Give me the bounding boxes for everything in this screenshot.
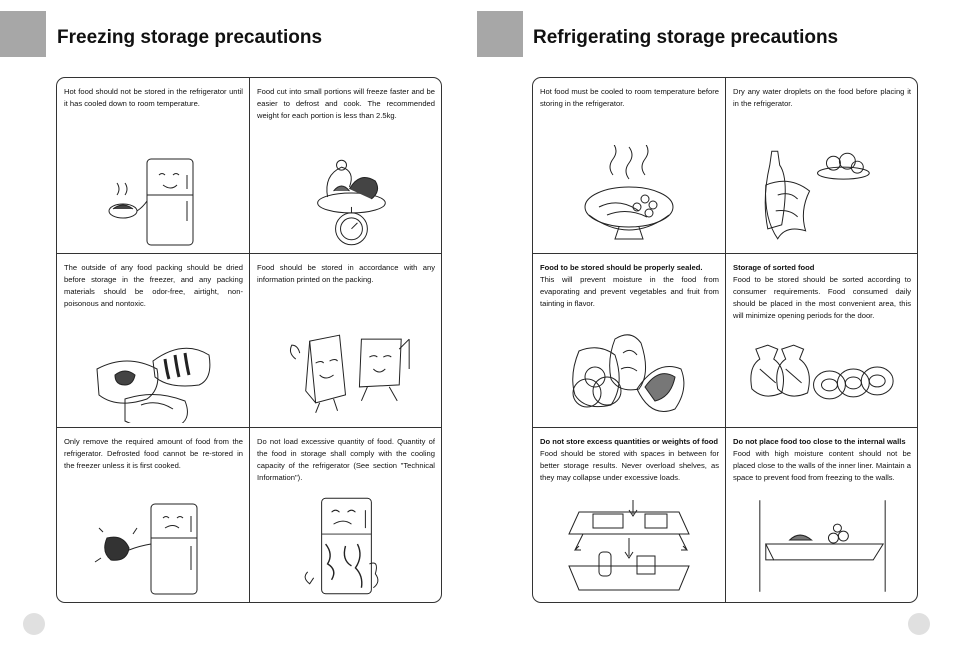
freezing-tip-3 bbox=[57, 253, 249, 428]
refrigerating-tip-6 bbox=[725, 427, 917, 602]
tip-text: Food with high moisture content should not be placed close to the walls of the inner liner. Maintain a space to prevent food from freezing to the walls. bbox=[733, 449, 911, 483]
tip-text: Food should be stored with spaces in between for better storage results. Never overload shelves, as they may collapse under excessive loads. bbox=[540, 449, 719, 483]
right-page-marker bbox=[908, 613, 930, 635]
tip-text: Dry any water droplets on the food before placing it in the refrigerator. bbox=[733, 87, 911, 108]
overloaded-fridge-illustration bbox=[250, 494, 441, 598]
tip-text: Food cut into small portions will freeze faster and be easier to defrost and cook. The recommended weight for each portion is less than 2.5kg. bbox=[257, 87, 435, 120]
right-title-tab bbox=[477, 11, 523, 57]
left-page-marker bbox=[23, 613, 45, 635]
sealed-bags-illustration bbox=[533, 319, 725, 423]
refrigerating-tip-1 bbox=[533, 78, 725, 253]
tip-text: Food should be stored in accordance with any information printed on the packing. bbox=[257, 262, 435, 284]
hot-bowl-illustration bbox=[533, 145, 725, 249]
refrigerating-tip-2 bbox=[725, 78, 917, 253]
tip-text: The outside of any food packing should be dried before storage in the freezer, and any packing materials should be odor-free, airtight, non-poisonous and nontoxic. bbox=[64, 262, 243, 308]
refrigerating-tip-5 bbox=[533, 427, 725, 602]
freezing-tip-6 bbox=[249, 427, 441, 602]
freezing-precautions-panel bbox=[56, 77, 442, 603]
tip-heading: Do not place food too close to the internal walls bbox=[733, 437, 906, 447]
fridge-defrost-illustration bbox=[57, 494, 249, 598]
bottle-cloth-illustration bbox=[726, 145, 917, 249]
refrigerating-tip-4 bbox=[725, 253, 917, 428]
tip-heading: Food to be stored should be properly sealed. bbox=[540, 262, 703, 272]
tip-text: Hot food must be cooled to room temperature before storing in the refrigerator. bbox=[540, 87, 719, 108]
tip-heading: Do not store excess quantities or weights of food bbox=[540, 437, 719, 447]
tip-text: Hot food should not be stored in the refrigerator until it has cooled down to room temperature. bbox=[64, 87, 243, 108]
tip-text: Food to be stored should be sorted according to consumer requirements. Food consumed daily should be placed in the most convenient area, this will minimize opening periods for the door. bbox=[733, 274, 911, 320]
wrapped-food-illustration bbox=[57, 319, 249, 423]
refrigerating-precautions-panel bbox=[532, 77, 918, 603]
freezing-tip-5 bbox=[57, 427, 249, 602]
tip-text: Do not load excessive quantity of food. Quantity of the food in storage shall comply with the cooling capacity of the refrigerator (See section "Technical Information"). bbox=[257, 437, 435, 483]
tip-text: This will prevent moisture in the food from evaporating and prevent vegetables and fruit from tainting in flavor. bbox=[540, 274, 719, 308]
tip-text: Only remove the required amount of food from the refrigerator. Defrosted food cannot be re-stored in the freezer unless it is first cooked. bbox=[64, 437, 243, 471]
left-title-tab bbox=[0, 11, 46, 57]
freezing-tip-2 bbox=[249, 78, 441, 253]
freezing-tip-4 bbox=[249, 253, 441, 428]
right-page-title: Refrigerating storage precautions bbox=[533, 27, 839, 48]
refrigerating-tip-3 bbox=[533, 253, 725, 428]
inner-liner-shelf-illustration bbox=[726, 494, 917, 598]
cartoon-packages-illustration bbox=[250, 319, 441, 423]
sorted-meat-illustration bbox=[726, 319, 917, 423]
freezing-tip-1 bbox=[57, 78, 249, 253]
food-scale-illustration bbox=[250, 145, 441, 249]
shelf-airflow-illustration bbox=[533, 494, 725, 598]
left-page-title: Freezing storage precautions bbox=[57, 27, 323, 48]
tip-heading: Storage of sorted food bbox=[733, 262, 815, 272]
fridge-steam-illustration bbox=[57, 145, 249, 249]
